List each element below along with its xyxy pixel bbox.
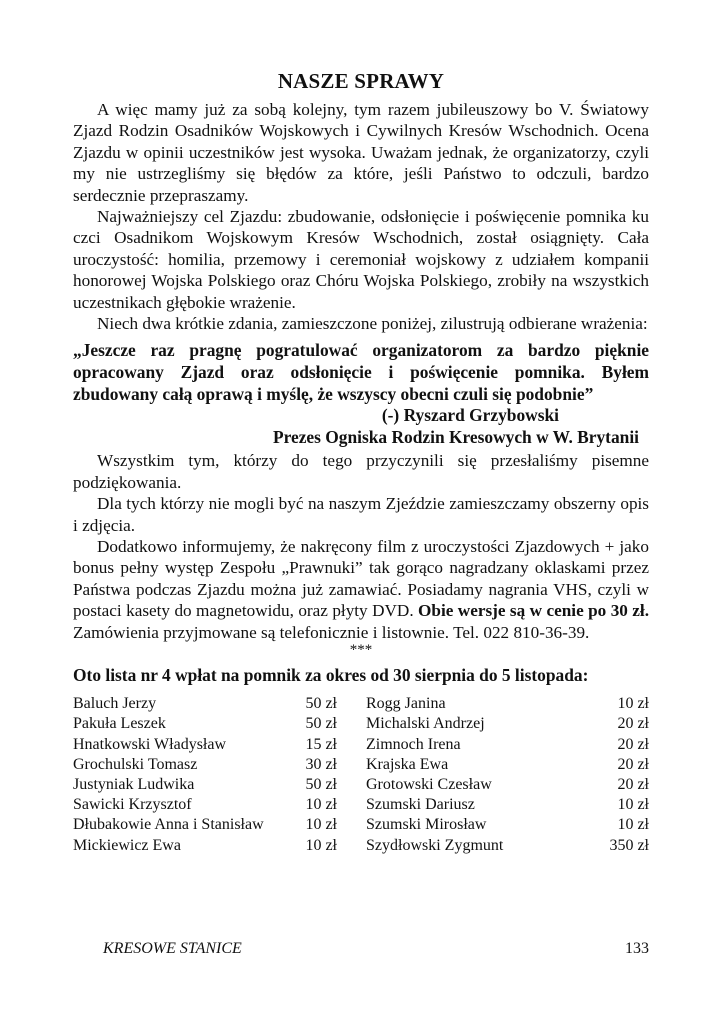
donation-amount: 10 zł: [305, 796, 337, 814]
donor-name: Szydłowski Zygmunt: [366, 836, 504, 854]
price-info: Obie wersje są w cenie po 30 zł.: [418, 601, 650, 621]
page-footer: [103, 940, 649, 958]
donation-row: [366, 735, 649, 755]
donation-amount: 50 zł: [305, 695, 337, 713]
donor-name: Szumski Dariusz: [366, 796, 475, 814]
quote-text: „Jeszcze raz pragnę pogratulować organizatorom za bardzo pięknie opracowany Zjazd oraz odsłonięcie i poświęcenie pomnika. Byłem zbudowany całą oprawą i myślę, że wszyscy obecni czuli się podobnie”: [73, 340, 649, 404]
paragraph-goal: Najważniejszy cel Zjazdu: zbudowanie, odsłonięcie i poświęcenie pomnika ku czci Osadnikom Wojskowym Kresów Wschodnich, został osiągnięty. Cała uroczystość: homilia, przemowy i ceremoniał wojskowy z udziałem kompanii honorowej Wojska Polskiego oraz Chóru Wojska Polskiego, zrobiły na wszystkich uczestnikach głębokie wrażenie.: [73, 207, 649, 312]
donation-amount: 10 zł: [305, 816, 337, 834]
donation-amount: 30 zł: [305, 755, 337, 773]
donor-name: Pakuła Leszek: [73, 715, 166, 733]
signature-name: (-) Ryszard Grzybowski: [381, 405, 559, 426]
donor-name: Sawicki Krzysztof: [73, 796, 192, 814]
donation-amount: 20 zł: [617, 735, 649, 753]
donation-list-heading: Oto lista nr 4 wpłat na pomnik za okres od 30 sierpnia do 5 listopada:: [73, 665, 589, 686]
film-text-end: Zamówienia przyjmowane są telefonicznie i listownie. Tel. 022 810-36-39.: [73, 622, 590, 642]
donation-row: [73, 795, 337, 815]
donation-amount: 350 zł: [609, 836, 649, 854]
paragraph-quote-intro: Niech dwa krótkie zdania, zamieszczone poniżej, zilustrują odbierane wrażenia:: [97, 314, 648, 334]
donation-amount: 20 zł: [617, 775, 649, 793]
donation-amount: 20 zł: [617, 715, 649, 733]
paragraph-photos: Dla tych którzy nie mogli być na naszym Zjeździe zamieszczamy obszerny opis i zdjęcia.: [73, 494, 649, 535]
donor-name: Michalski Andrzej: [366, 715, 485, 733]
donation-row: [73, 694, 337, 714]
donor-name: Rogg Janina: [366, 695, 446, 713]
donation-row: [73, 714, 337, 734]
donor-name: Krajska Ewa: [366, 755, 449, 773]
donation-row: [366, 714, 649, 734]
page-content: [73, 68, 649, 856]
magazine-title: KRESOWE STANICE: [103, 940, 242, 957]
donor-name: Szumski Mirosław: [366, 816, 487, 834]
donation-column-right: [366, 694, 649, 856]
donation-column-left: [73, 694, 337, 856]
paragraph-intro: A więc mamy już za sobą kolejny, tym razem jubileuszowy bo V. Światowy Zjazd Rodzin Osadników Wojskowych i Cywilnych Kresów Wschodnich. Ocena Zjazdu w opinii uczestników jest wysoka. Uważam jednak, że organizatorzy, czyli my nie ustrzegliśmy się błędów za które, jeśli Państwo to odczuli, bardzo serdecznie przepraszamy.: [73, 100, 649, 205]
donation-row: [366, 815, 649, 835]
donation-amount: 10 zł: [617, 796, 649, 814]
page-number: 133: [625, 940, 649, 957]
donation-row: [366, 694, 649, 714]
donation-row: [73, 755, 337, 775]
section-separator: ***: [349, 642, 373, 659]
donor-name: Grochulski Tomasz: [73, 755, 198, 773]
donation-row: [366, 795, 649, 815]
donation-row: [73, 775, 337, 795]
donor-name: Baluch Jerzy: [73, 695, 157, 713]
film-text-start: Dodatkowo informujemy, że nakręcony film z uroczystości Zjazdowych + jako bonus pełny występ Zespołu „Prawnuki” tak gorąco nagradzany oklaskami przez Państwa podczas Zjazdu można już zamawiać. Posiadamy nagrania VHS, czyli w postaci kasety do magnetowidu, oraz płyty DVD.: [73, 537, 649, 621]
donor-name: Dłubakowie Anna i Stanisław: [73, 816, 264, 834]
paragraph-thanks: Wszystkim tym, którzy do tego przyczynili się przesłaliśmy pisemne podziękowania.: [73, 451, 649, 492]
donation-amount: 50 zł: [305, 715, 337, 733]
paragraph-film: [73, 536, 649, 643]
donation-row: [366, 755, 649, 775]
donor-name: Grotowski Czesław: [366, 775, 492, 793]
page-title: NASZE SPRAWY: [277, 69, 445, 93]
donor-name: Hnatkowski Władysław: [73, 735, 227, 753]
donation-row: [73, 836, 337, 856]
donor-name: Zimnoch Irena: [366, 735, 461, 753]
donor-name: Mickiewicz Ewa: [73, 836, 181, 854]
donation-row: [366, 775, 649, 795]
donation-amount: 20 zł: [617, 755, 649, 773]
donation-list: [73, 694, 649, 856]
donation-amount: 50 zł: [305, 775, 337, 793]
donation-amount: 15 zł: [305, 735, 337, 753]
donation-row: [73, 735, 337, 755]
signature-title: Prezes Ogniska Rodzin Kresowych w W. Brytanii: [272, 426, 639, 447]
donation-amount: 10 zł: [617, 695, 649, 713]
donation-row: [366, 836, 649, 856]
donation-amount: 10 zł: [617, 816, 649, 834]
donation-amount: 10 zł: [305, 836, 337, 854]
donor-name: Justyniak Ludwika: [73, 775, 195, 793]
donation-row: [73, 815, 337, 835]
